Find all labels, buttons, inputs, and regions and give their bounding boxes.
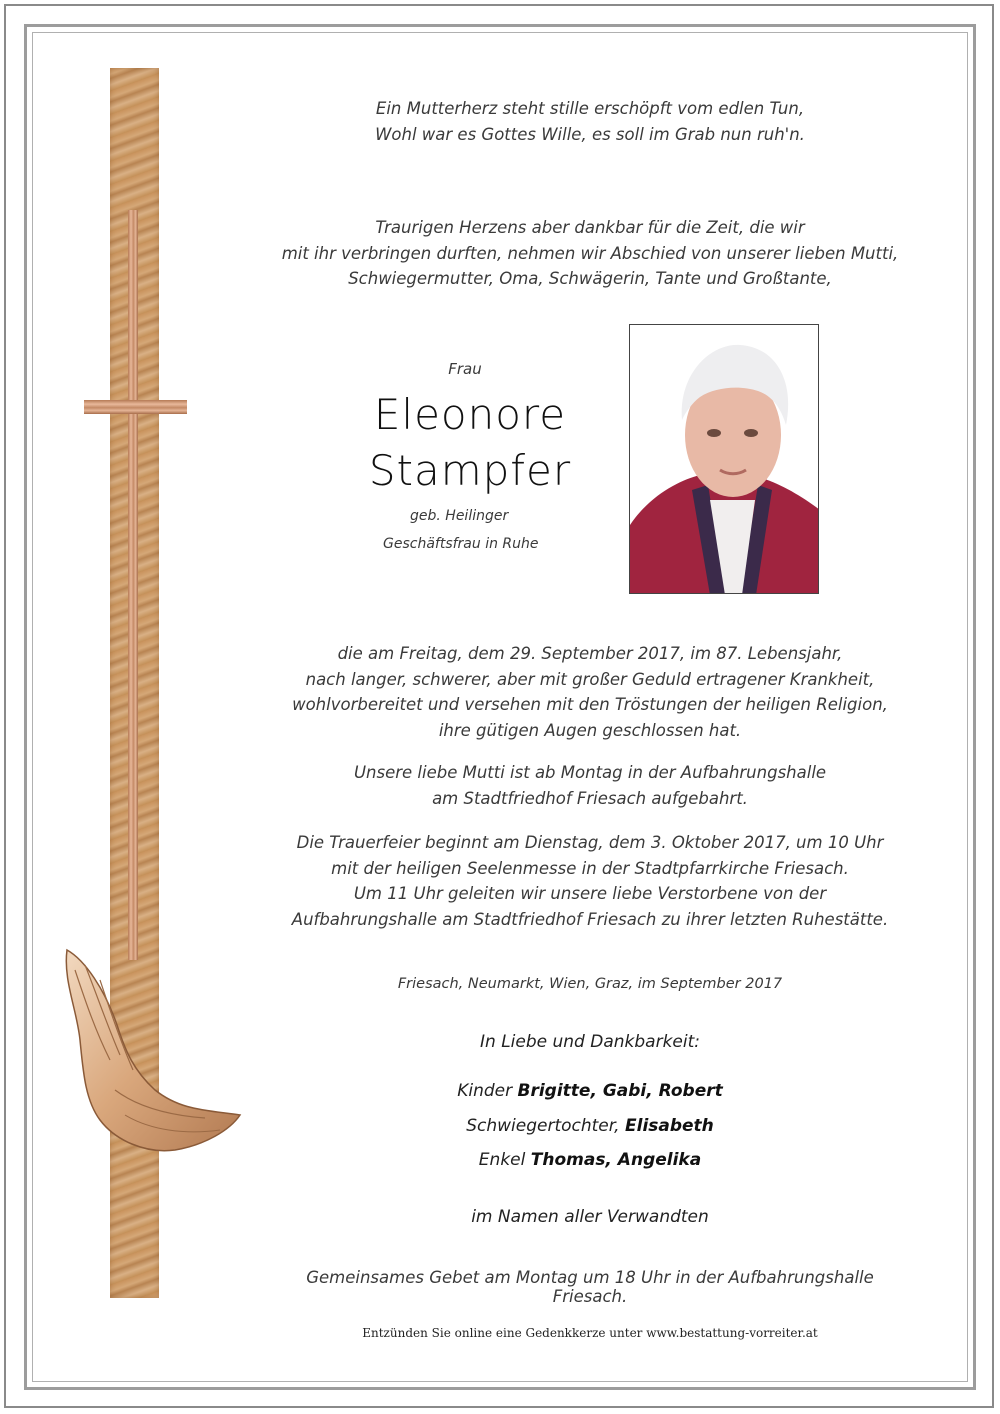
daughter-in-law-name: Elisabeth	[625, 1116, 714, 1136]
grandchildren-names: Thomas, Angelika	[530, 1150, 702, 1170]
mourners-daughter-in-law	[270, 1116, 910, 1136]
notice-line: die am Freitag, dem 29. September 2017, im 87. Lebensjahr,	[337, 644, 843, 663]
prayer-notice: Gemeinsames Gebet am Montag um 18 Uhr in der Aufbahrungshalle Friesach.	[306, 1268, 874, 1306]
viewing-info	[270, 760, 910, 811]
cross-vertical-bar	[128, 210, 138, 960]
intro-line: Schwiegermutter, Oma, Schwägerin, Tante und Großtante,	[348, 269, 832, 288]
funeral-line: Die Trauerfeier beginnt am Dienstag, dem 3. Oktober 2017, um 10 Uhr	[296, 833, 884, 852]
first-name: Eleonore	[373, 390, 567, 439]
intro-line: mit ihr verbringen durften, nehmen wir Abschied von unserer lieben Mutti,	[281, 243, 899, 263]
verse-line: Wohl war es Gottes Wille, es soll im Grab nun ruh'n.	[375, 124, 805, 144]
children-names: Brigitte, Gabi, Robert	[517, 1081, 723, 1101]
grandchildren-label: Enkel	[478, 1150, 526, 1170]
death-notice	[270, 641, 910, 743]
notice-line: nach langer, schwerer, aber mit großer Geduld ertragener Krankheit,	[305, 669, 875, 689]
verse-line: Ein Mutterherz steht stille erschöpft vom edlen Tun,	[375, 99, 805, 118]
portrait-photo	[629, 324, 819, 594]
salutation: Frau	[448, 360, 482, 378]
viewing-line: Unsere liebe Mutti ist ab Montag in der Aufbahrungshalle	[353, 763, 827, 782]
portrait-image	[630, 325, 819, 594]
verse	[270, 96, 910, 147]
notice-line: ihre gütigen Augen geschlossen hat.	[438, 720, 742, 740]
children-label: Kinder	[457, 1081, 513, 1101]
mourners-relatives: im Namen aller Verwandten	[471, 1207, 709, 1227]
last-name: Stampfer	[368, 446, 572, 495]
footer-link-text: Entzünden Sie online eine Gedenkkerze unter www.bestattung-vorreiter.at	[362, 1326, 818, 1340]
occupation: Geschäftsfrau in Ruhe	[383, 536, 539, 552]
mourners-grandchildren	[270, 1150, 910, 1170]
daughter-in-law-label: Schwiegertochter,	[466, 1116, 620, 1136]
mourners-heading: In Liebe und Dankbarkeit:	[480, 1032, 700, 1052]
intro-line: Traurigen Herzens aber dankbar für die Zeit, die wir	[375, 218, 805, 237]
intro-paragraph	[270, 215, 910, 292]
mourners-children	[270, 1081, 910, 1101]
funeral-line: Um 11 Uhr geleiten wir unsere liebe Verstorbene von der	[353, 884, 827, 903]
viewing-line: am Stadtfriedhof Friesach aufgebahrt.	[432, 788, 748, 808]
cross-horizontal-bar	[84, 400, 187, 414]
birth-name: geb. Heilinger	[410, 508, 509, 524]
notice-line: wohlvorbereitet und versehen mit den Tröstungen der heiligen Religion,	[292, 695, 888, 714]
funeral-line: Aufbahrungshalle am Stadtfriedhof Friesach zu ihrer letzten Ruhestätte.	[291, 909, 889, 929]
funeral-line: mit der heiligen Seelenmesse in der Stadtpfarrkirche Friesach.	[331, 858, 849, 878]
funeral-info	[270, 830, 910, 932]
praying-hands-icon	[55, 940, 255, 1160]
place-date: Friesach, Neumarkt, Wien, Graz, im September 2017	[397, 976, 783, 992]
